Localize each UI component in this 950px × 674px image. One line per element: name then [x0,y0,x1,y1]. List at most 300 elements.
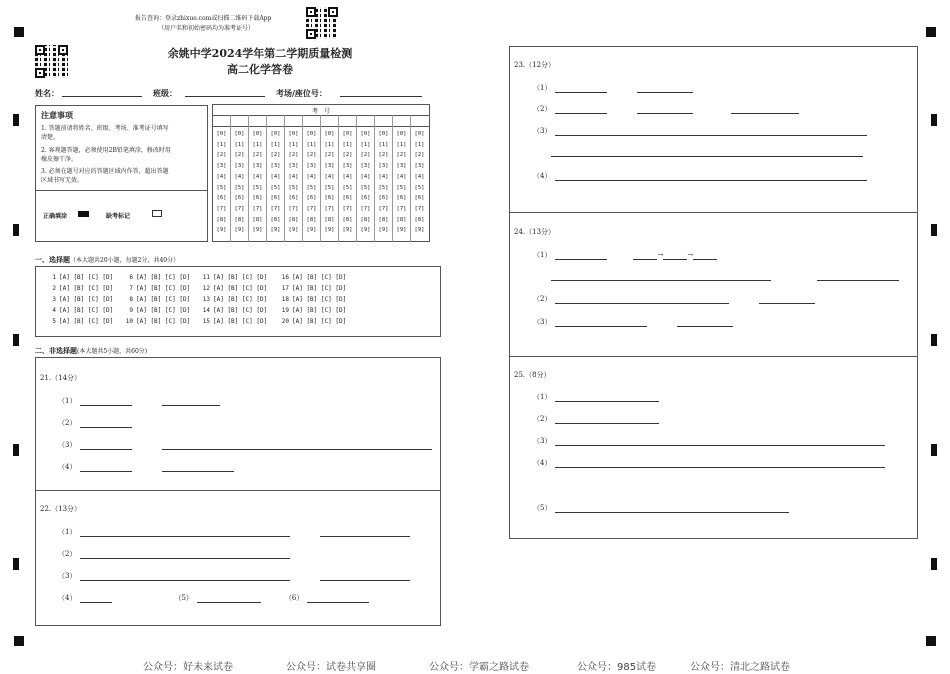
timing-mark [13,444,19,456]
mc-question-7[interactable] [121,285,190,292]
q21-part4 [58,462,234,472]
q21-answer-3b[interactable] [162,443,432,450]
q22-part2 [58,549,290,559]
exam-number-bubble[interactable]: [3] [396,163,407,170]
exam-number-column [394,129,409,236]
mc-question-number: 18 [281,296,289,303]
mc-question-19[interactable] [277,307,346,314]
notice-item-3: 3. 必须在题号对应的答题区域内作答，超出答题区域书写无效。 [41,168,169,184]
exam-number-bubble[interactable]: [6] [234,195,245,202]
q22-part3-label: （3） [58,572,77,580]
mc-options[interactable]: [A] [B] [C] [D] [213,307,268,314]
exam-number-bubble[interactable]: [0] [324,131,335,137]
exam-number-bubble[interactable]: [6] [378,195,389,202]
q23-part4-label: （4） [533,172,552,180]
student-qr-code [35,45,68,78]
seat-field[interactable] [340,96,422,97]
exam-number-bubble[interactable]: [7] [360,205,371,212]
exam-number-bubble[interactable]: [9] [216,227,227,234]
mc-question-15[interactable] [198,318,267,325]
q22-answer-4[interactable] [80,596,112,603]
q23-answer-1a[interactable] [555,86,607,93]
mc-options[interactable]: [A] [B] [C] [D] [136,285,191,292]
exam-number-bubble[interactable]: [8] [324,216,335,223]
mc-options[interactable]: [A] [B] [C] [D] [213,285,268,292]
q24-box [509,212,918,357]
mc-question-number: 7 [129,285,133,292]
exam-number-bubble[interactable]: [2] [270,152,281,159]
exam-number-bubble[interactable]: [6] [342,195,353,202]
q21-answer-4b[interactable] [162,465,234,472]
name-field[interactable] [62,96,142,97]
timing-mark [13,558,19,570]
exam-number-bubble[interactable]: [5] [270,184,281,191]
mc-question-number: 9 [129,307,133,314]
footer-account-4: 公众号：985试卷 [577,662,657,673]
exam-number-bubble[interactable]: [2] [342,152,353,159]
name-label: 姓名： [35,88,59,98]
exam-number-column [358,129,373,236]
exam-number-bubble[interactable]: [9] [306,227,317,234]
q22-part3 [58,571,410,581]
timing-mark [931,114,937,126]
exam-number-bubble[interactable]: [3] [252,163,263,170]
notice-item-1: 1. 答题前请将姓名、班级、考场、准考证号填写清楚。 [41,125,169,141]
exam-number-bubble[interactable]: [3] [342,163,353,170]
exam-number-bubble[interactable]: [7] [324,205,335,212]
mc-options[interactable]: [A] [B] [C] [D] [59,318,114,325]
exam-number-bubble[interactable]: [6] [306,195,317,202]
exam-number-bubble[interactable]: [2] [216,152,227,159]
mc-options[interactable]: [A] [B] [C] [D] [59,285,114,292]
q22-part4-label: （4） [58,594,77,602]
mc-question-1[interactable] [44,274,113,281]
exam-number-bubble[interactable]: [3] [234,163,245,170]
exam-number-bubble[interactable]: [5] [342,184,353,191]
q25-part2-label: （2） [533,415,552,423]
exam-number-bubble[interactable]: [6] [396,195,407,202]
exam-number-column-divider [374,115,375,242]
exam-number-bubble[interactable]: [9] [288,227,299,234]
mc-question-10[interactable] [121,318,190,325]
exam-number-bubble[interactable]: [9] [396,227,407,234]
mc-options[interactable]: [A] [B] [C] [D] [292,296,347,303]
q25-answer-3[interactable] [555,439,885,446]
mc-options[interactable]: [A] [B] [C] [D] [213,296,268,303]
q25-part1 [533,392,659,402]
exam-number-bubble[interactable]: [0] [396,131,407,137]
mc-options[interactable]: [A] [B] [C] [D] [292,318,347,325]
exam-number-bubble[interactable]: [5] [216,184,227,191]
exam-number-bubble[interactable]: [4] [378,173,389,180]
q22-answer-1b[interactable] [320,530,410,537]
section2-heading: 二、非选择题 [35,346,77,355]
exam-number-bubble[interactable]: [8] [360,216,371,223]
footer-account-3: 公众号：学霸之路试卷 [429,662,529,673]
q22-part2-label: （2） [58,550,77,558]
mc-options[interactable]: [A] [B] [C] [D] [213,274,268,281]
exam-number-bubble[interactable]: [7] [216,205,227,212]
q21-answer-2[interactable] [80,421,132,428]
exam-number-bubble[interactable]: [8] [414,216,425,223]
timing-mark [931,558,937,570]
exam-number-bubble[interactable]: [1] [396,141,407,148]
exam-number-bubble[interactable]: [9] [378,227,389,234]
exam-number-bubble[interactable]: [1] [360,141,371,148]
mc-question-13[interactable] [198,296,267,303]
mc-options[interactable]: [A] [B] [C] [D] [292,285,347,292]
section2-note: (本大题共5小题，共60分) [77,348,148,355]
exam-number-bubble[interactable]: [8] [288,216,299,223]
q22-title: 22.（13分） [40,505,82,513]
mc-options[interactable]: [A] [B] [C] [D] [59,274,114,281]
q23-answer-2b[interactable] [637,107,693,114]
q24-answer-1c[interactable] [663,253,687,260]
exam-number-bubble[interactable]: [3] [216,163,227,170]
exam-number-bubble[interactable]: [5] [324,184,335,191]
mc-question-3[interactable] [44,296,113,303]
app-download-qr-code[interactable] [306,7,338,39]
exam-number-bubble[interactable]: [2] [324,152,335,159]
exam-number-bubble[interactable]: [0] [414,131,425,137]
exam-number-bubble[interactable]: [2] [306,152,317,159]
q23-part3 [533,126,867,136]
q24-answer-1e[interactable] [551,280,771,281]
footer-account-1: 公众号：好未来试卷 [143,662,233,673]
exam-number-bubble[interactable]: [9] [270,227,281,234]
q24-answer-3b[interactable] [677,320,733,327]
corner-mark-top-right [926,27,936,37]
q23-answer-2a[interactable] [555,107,607,114]
q21-answer-1b[interactable] [162,399,220,406]
q24-arrow-2: → [687,251,694,259]
exam-number-bubble[interactable]: [5] [288,184,299,191]
exam-number-bubble[interactable]: [7] [396,205,407,212]
q25-answer-5[interactable] [555,506,789,513]
exam-number-bubble[interactable]: [5] [414,184,425,191]
mc-question-16[interactable] [277,274,346,281]
exam-number-bubble[interactable]: [2] [396,152,407,159]
q22-part5-label: （5） [174,594,193,602]
exam-number-bubble[interactable]: [4] [288,173,299,180]
exam-number-bubble[interactable]: [3] [270,163,281,170]
notice-divider [35,190,208,191]
section1-heading: 一、选择题 [35,255,70,264]
exam-number-bubble[interactable]: [5] [396,184,407,191]
mc-question-number: 8 [129,296,133,303]
exam-number-bubble[interactable]: [7] [288,205,299,212]
exam-number-bubble[interactable]: [4] [234,173,245,180]
exam-number-column-divider [338,115,339,242]
exam-number-bubble[interactable]: [7] [414,205,425,212]
exam-number-bubble[interactable]: [0] [378,131,389,137]
mc-question-2[interactable] [44,285,113,292]
section2-heading-row [35,346,147,356]
exam-number-bubble[interactable]: [8] [306,216,317,223]
mc-question-4[interactable] [44,307,113,314]
q24-part2-label: （2） [533,295,552,303]
exam-number-bubble[interactable]: [8] [270,216,281,223]
exam-number-bubble[interactable]: [4] [270,173,281,180]
exam-number-bubble[interactable]: [1] [342,141,353,148]
exam-number-bubble[interactable]: [1] [378,141,389,148]
seat-label: 考场/座位号： [276,88,327,98]
exam-number-bubble[interactable]: [8] [234,216,245,223]
fill-correct-sample [78,211,89,217]
q22-answer-5[interactable] [197,596,261,603]
mc-question-number: 2 [52,285,56,292]
exam-title: 余姚中学2024学年第二学期质量检测 [167,47,353,60]
q25-title: 25.（8分） [514,371,551,379]
q22-answer-1a[interactable] [80,530,290,537]
exam-number-bubble[interactable]: [9] [414,227,425,234]
exam-number-bubble[interactable]: [6] [216,195,227,202]
q21-part2-label: （2） [58,419,77,427]
exam-number-bubble[interactable]: [1] [270,141,281,148]
exam-number-bubble[interactable]: [1] [216,141,227,148]
mc-question-number: 6 [129,274,133,281]
exam-number-bubble[interactable]: [0] [216,131,227,137]
exam-number-bubble[interactable]: [4] [396,173,407,180]
q22-part1-label: （1） [58,528,77,536]
exam-number-bubble[interactable]: [6] [270,195,281,202]
absent-mark-box[interactable] [152,210,162,217]
q24-answer-2b[interactable] [759,297,815,304]
mc-question-12[interactable] [198,285,267,292]
exam-number-bubble[interactable]: [3] [360,163,371,170]
exam-number-bubble[interactable]: [0] [288,131,299,137]
exam-number-bubble[interactable]: [7] [234,205,245,212]
exam-number-bubble[interactable]: [6] [288,195,299,202]
exam-number-bubble[interactable]: [7] [342,205,353,212]
mc-question-number: 4 [52,307,56,314]
exam-number-bubble[interactable]: [2] [288,152,299,159]
exam-number-column-divider [284,115,285,242]
timing-mark [931,334,937,346]
class-label: 班级： [153,88,177,98]
mc-question-5[interactable] [44,318,113,325]
q25-part3 [533,436,885,446]
exam-number-column [340,129,355,236]
q21-answer-1a[interactable] [80,399,132,406]
q24-part3-label: （3） [533,318,552,326]
exam-number-bubble[interactable]: [4] [252,173,263,180]
report-query-text: 报告查询：登录zhixue.com或扫描二维码下载App [135,15,272,22]
mc-options[interactable]: [A] [B] [C] [D] [136,307,191,314]
q25-answer-1[interactable] [555,395,659,402]
exam-number-bubble[interactable]: [9] [252,227,263,234]
q22-answer-3b[interactable] [320,574,410,581]
exam-number-bubble[interactable]: [9] [234,227,245,234]
mc-options[interactable]: [A] [B] [C] [D] [213,318,268,325]
exam-number-bubble[interactable]: [2] [252,152,263,159]
exam-number-bubble[interactable]: [0] [270,131,281,137]
exam-number-column-divider [230,115,231,242]
q23-answer-3b[interactable] [551,156,863,157]
report-query-note: （用户名和初始密码均为准考证号） [158,25,255,32]
mc-question-number: 14 [202,307,210,314]
exam-number-bubble[interactable]: [6] [360,195,371,202]
mc-question-number: 11 [202,274,210,281]
exam-number-bubble[interactable]: [1] [288,141,299,148]
exam-number-bubble[interactable]: [1] [252,141,263,148]
exam-number-bubble[interactable]: [5] [234,184,245,191]
timing-mark [13,114,19,126]
mc-question-18[interactable] [277,296,346,303]
q25-answer-4[interactable] [555,461,885,468]
q24-title: 24.（13分） [514,228,556,236]
mc-question-14[interactable] [198,307,267,314]
mc-options[interactable]: [A] [B] [C] [D] [136,296,191,303]
exam-number-bubble[interactable]: [8] [216,216,227,223]
mc-question-number: 3 [52,296,56,303]
mc-question-number: 20 [281,318,289,325]
q23-answer-1b[interactable] [637,86,693,93]
exam-number-bubble[interactable]: [1] [414,141,425,148]
mc-options[interactable]: [A] [B] [C] [D] [136,274,191,281]
exam-number-column [214,129,229,236]
fill-correct-label: 正确填涂 [43,213,68,220]
exam-number-column [376,129,391,236]
mc-question-17[interactable] [277,285,346,292]
exam-number-bubble[interactable]: [1] [306,141,317,148]
q22-answer-6[interactable] [307,596,369,603]
corner-mark-bottom-left [14,636,24,646]
q25-part4-label: （4） [533,459,552,467]
exam-number-bubble[interactable]: [4] [414,173,425,180]
exam-number-bubble[interactable]: [5] [378,184,389,191]
exam-number-bubble[interactable]: [3] [378,163,389,170]
exam-number-bubble[interactable]: [7] [252,205,263,212]
exam-number-bubble[interactable]: [0] [342,131,353,137]
q24-answer-1f[interactable] [817,280,899,281]
exam-number-bubble[interactable]: [0] [360,131,371,137]
exam-number-column-divider [392,115,393,242]
q24-answer-2a[interactable] [555,297,729,304]
class-field[interactable] [185,96,265,97]
q21-answer-3a[interactable] [80,443,132,450]
exam-number-bubble[interactable]: [9] [342,227,353,234]
exam-number-bubble[interactable]: [3] [414,163,425,170]
exam-number-bubble[interactable]: [8] [396,216,407,223]
exam-number-bubble[interactable]: [3] [288,163,299,170]
exam-number-bubble[interactable]: [8] [252,216,263,223]
exam-number-column [250,129,265,236]
q24-answer-3a[interactable] [555,320,647,327]
exam-number-bubble[interactable]: [7] [306,205,317,212]
exam-number-bubble[interactable]: [0] [234,131,245,137]
exam-number-bubble[interactable]: [6] [324,195,335,202]
exam-number-bubble[interactable]: [2] [414,152,425,159]
exam-number-column-divider [248,115,249,242]
exam-number-column [232,129,247,236]
mc-options[interactable]: [A] [B] [C] [D] [136,318,191,325]
q21-answer-4a[interactable] [80,465,132,472]
mc-options[interactable]: [A] [B] [C] [D] [59,307,114,314]
exam-number-bubble[interactable]: [6] [252,195,263,202]
exam-number-bubble[interactable]: [4] [342,173,353,180]
exam-number-bubble[interactable]: [1] [234,141,245,148]
q24-part3 [533,317,733,327]
notice-title: 注意事项 [41,110,73,120]
exam-number-bubble[interactable]: [8] [342,216,353,223]
q22-answer-2[interactable] [80,552,290,559]
mc-options[interactable]: [A] [B] [C] [D] [292,307,347,314]
exam-number-bubble[interactable]: [0] [306,131,317,137]
q25-part5 [533,503,789,513]
q23-title: 23.（12分） [514,61,556,69]
q24-answer-1d[interactable] [693,253,717,260]
mc-question-6[interactable] [121,274,190,281]
mc-question-20[interactable] [277,318,346,325]
q24-answer-1a[interactable] [555,253,607,260]
timing-mark [931,224,937,236]
q22-part1 [58,527,410,537]
exam-number-bubble[interactable]: [9] [324,227,335,234]
exam-number-bubble[interactable]: [4] [324,173,335,180]
exam-number-bubble[interactable]: [5] [360,184,371,191]
exam-number-bubble[interactable]: [7] [270,205,281,212]
timing-mark [13,224,19,236]
exam-number-column-divider [410,115,411,242]
exam-number-bubble[interactable]: [5] [306,184,317,191]
mc-question-11[interactable] [198,274,267,281]
q21-part3-label: （3） [58,441,77,449]
q24-part1-label: （1） [533,251,552,259]
exam-number-bubble[interactable]: [4] [216,173,227,180]
section1-heading-row [35,255,179,265]
q23-part1-label: （1） [533,84,552,92]
q23-answer-2c[interactable] [731,107,799,114]
q23-answer-3a[interactable] [555,129,867,136]
mc-question-8[interactable] [121,296,190,303]
mc-options[interactable]: [A] [B] [C] [D] [59,296,114,303]
exam-number-bubble[interactable]: [4] [306,173,317,180]
exam-number-bubble[interactable]: [4] [360,173,371,180]
corner-mark-bottom-right [926,636,936,646]
q25-part3-label: （3） [533,437,552,445]
exam-number-bubble[interactable]: [1] [324,141,335,148]
exam-number-bubble[interactable]: [3] [324,163,335,170]
exam-number-bubble[interactable]: [2] [360,152,371,159]
q22-answer-3a[interactable] [80,574,290,581]
mc-question-number: 16 [281,274,289,281]
exam-number-bubble[interactable]: [5] [252,184,263,191]
exam-number-bubble[interactable]: [3] [306,163,317,170]
exam-number-bubble[interactable]: [2] [378,152,389,159]
exam-number-bubble[interactable]: [8] [378,216,389,223]
exam-number-bubble[interactable]: [9] [360,227,371,234]
exam-number-write-row [212,126,430,127]
q24-answer-1b[interactable] [633,253,657,260]
exam-number-bubble[interactable]: [7] [378,205,389,212]
exam-number-bubble[interactable]: [6] [414,195,425,202]
q25-answer-2[interactable] [555,417,659,424]
notice-item-2: 2. 客观题答题，必须使用2B铅笔填涂，修改时用橡皮擦干净。 [41,147,171,163]
section1-note: （本大题共20小题，每题2分，共40分） [70,257,180,264]
mc-options[interactable]: [A] [B] [C] [D] [292,274,347,281]
timing-mark [931,444,937,456]
exam-number-label: 考 号 [311,108,330,115]
mc-question-9[interactable] [121,307,190,314]
q21-part1-label: （1） [58,397,77,405]
q23-answer-4[interactable] [555,174,867,181]
q24-arrow-1: → [657,251,664,259]
q22-part4 [58,593,369,603]
exam-number-bubble[interactable]: [2] [234,152,245,159]
exam-number-bubble[interactable]: [0] [252,131,263,137]
q23-part2 [533,104,799,114]
